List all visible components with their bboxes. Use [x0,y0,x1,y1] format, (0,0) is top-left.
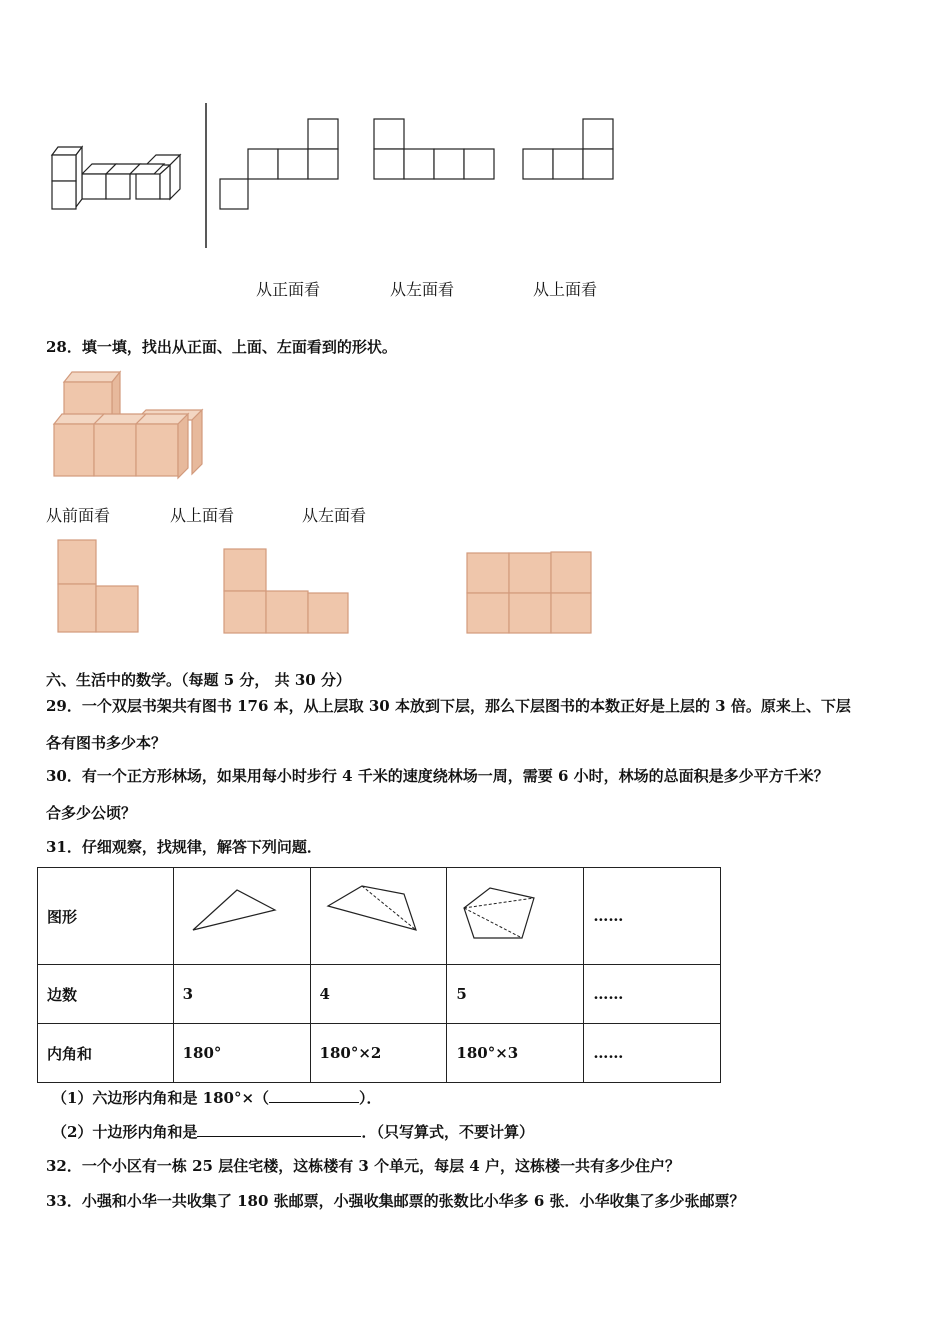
shaded-cube-solid [50,368,206,482]
q28-label-left: 从左面看 [302,506,367,525]
cell-angle-1: 180° [173,1024,310,1083]
pentagon-figure [456,884,556,944]
cell-shape-ellipsis: …… [584,868,721,965]
cell-angle-3: 180°×3 [447,1024,584,1083]
q31-sub2-prefix: （2）十边形内角和是 [52,1123,198,1141]
view-shape-2 [373,118,497,180]
cell-triangle [173,868,310,965]
polygon-rule-table [37,867,721,1083]
section6-title: 六、生活中的数学。（每题 5 分， 共 30 分） [46,671,351,689]
view-label-left: 从左面看 [390,280,455,299]
q31-sub2-suffix: ．（只写算式，不要计算） [361,1123,534,1141]
quadrilateral-figure [320,884,420,944]
cell-angle-ellipsis: …… [584,1024,721,1083]
q28-label-front: 从前面看 [46,506,111,525]
q31-sub2-blank[interactable] [197,1122,361,1137]
q31-sub1-blank[interactable] [269,1088,359,1103]
q30-line1: 30．有一个正方形林场，如果用每小时步行 4 千米的速度绕林场一周，需要 6 小时，林场的总面积是多少平方千米？ [46,767,829,785]
row-header-shape: 图形 [38,868,174,965]
vertical-divider [204,103,208,248]
q29-line1: 29．一个双层书架共有图书 176 本，从上层取 30 本放到下层，那么下层图书的本数正好是上层的 3 倍。原来上、下层 [46,697,851,715]
q31-sub1 [52,1088,382,1108]
q28-label-top: 从上面看 [170,506,235,525]
q29-line2: 各有图书多少本？ [46,734,167,752]
q31-sub2 [52,1122,534,1142]
view-label-top: 从上面看 [533,280,598,299]
cell-quadrilateral [310,868,447,965]
cube-solid-figure [48,145,188,215]
q30-line2: 合多少公顷？ [46,804,137,822]
q28-title: 28．填一填，找出从正面、上面、左面看到的形状。 [46,338,397,356]
cell-sides-3: 3 [173,965,310,1024]
row-header-sides: 边数 [38,965,174,1024]
cell-sides-5: 5 [447,965,584,1024]
q32-text: 32．一个小区有一栋 25 层住宅楼，这栋楼有 3 个单元，每层 4 户，这栋楼一共有多少住户？ [46,1157,680,1175]
q31-sub1-suffix: ）． [359,1089,382,1107]
cell-angle-2: 180°×2 [310,1024,447,1083]
q31-title: 31．仔细观察，找规律，解答下列问题． [46,838,322,856]
cell-pentagon [447,868,584,965]
table-row-shapes [38,868,721,965]
view-shape-1 [219,118,341,210]
view-shape-3 [522,118,616,180]
cell-sides-ellipsis: …… [584,965,721,1024]
triangle-figure [183,884,283,944]
answer-shape-top [222,548,352,636]
answer-shape-left [465,551,595,635]
cell-sides-4: 4 [310,965,447,1024]
q33-text: 33．小强和小华一共收集了 180 张邮票，小强收集邮票的张数比小华多 6 张．小华收集了多少张邮票？ [46,1192,745,1210]
table-row-angles [38,1024,721,1083]
row-header-angles: 内角和 [38,1024,174,1083]
table-row-sides [38,965,721,1024]
q31-sub1-prefix: （1）六边形内角和是 180°×（ [52,1089,270,1107]
answer-shape-front [56,539,142,635]
view-label-front: 从正面看 [256,280,321,299]
